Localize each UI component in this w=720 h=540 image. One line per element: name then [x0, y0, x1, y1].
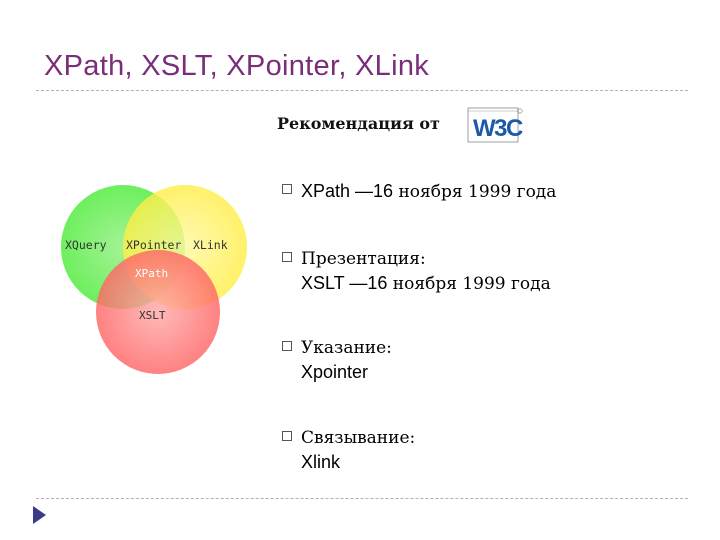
next-slide-arrow-icon[interactable] [33, 506, 46, 524]
xslt-date-serif: ноября 1999 года [387, 274, 551, 294]
venn-label-xpath: XPath [135, 267, 169, 280]
venn-label-xquery: XQuery [65, 238, 107, 252]
xslt-date-sans: XSLT —16 [301, 273, 388, 293]
xlink-heading: Связывание: [301, 428, 416, 448]
recommendation-label: Рекомендация от [277, 114, 440, 133]
venn-label-xpointer: XPointer [126, 238, 182, 252]
slide-title: XPath, XSLT, XPointer, XLink [44, 50, 430, 82]
top-divider [36, 90, 688, 91]
venn-diagram [56, 180, 256, 375]
xslt-heading: Презентация: [301, 249, 426, 269]
w3c-logo-text: W3C [473, 115, 522, 142]
checkbox-bullet-icon [282, 341, 292, 351]
bottom-divider [36, 498, 688, 499]
xpath-date-sans: XPath —16 [301, 181, 394, 201]
xpath-date-serif: ноября 1999 года [393, 182, 557, 202]
checkbox-bullet-icon [282, 431, 292, 441]
xlink-value: Xlink [301, 452, 341, 472]
venn-label-xslt: XSLT [139, 309, 166, 322]
checkbox-bullet-icon [282, 252, 292, 262]
w3c-registered-mark [518, 109, 522, 113]
venn-label-xlink: XLink [193, 238, 228, 252]
w3c-logo [467, 106, 523, 144]
checkbox-bullet-icon [282, 184, 292, 194]
xpointer-heading: Указание: [301, 338, 392, 358]
xpointer-value: Xpointer [301, 362, 369, 382]
